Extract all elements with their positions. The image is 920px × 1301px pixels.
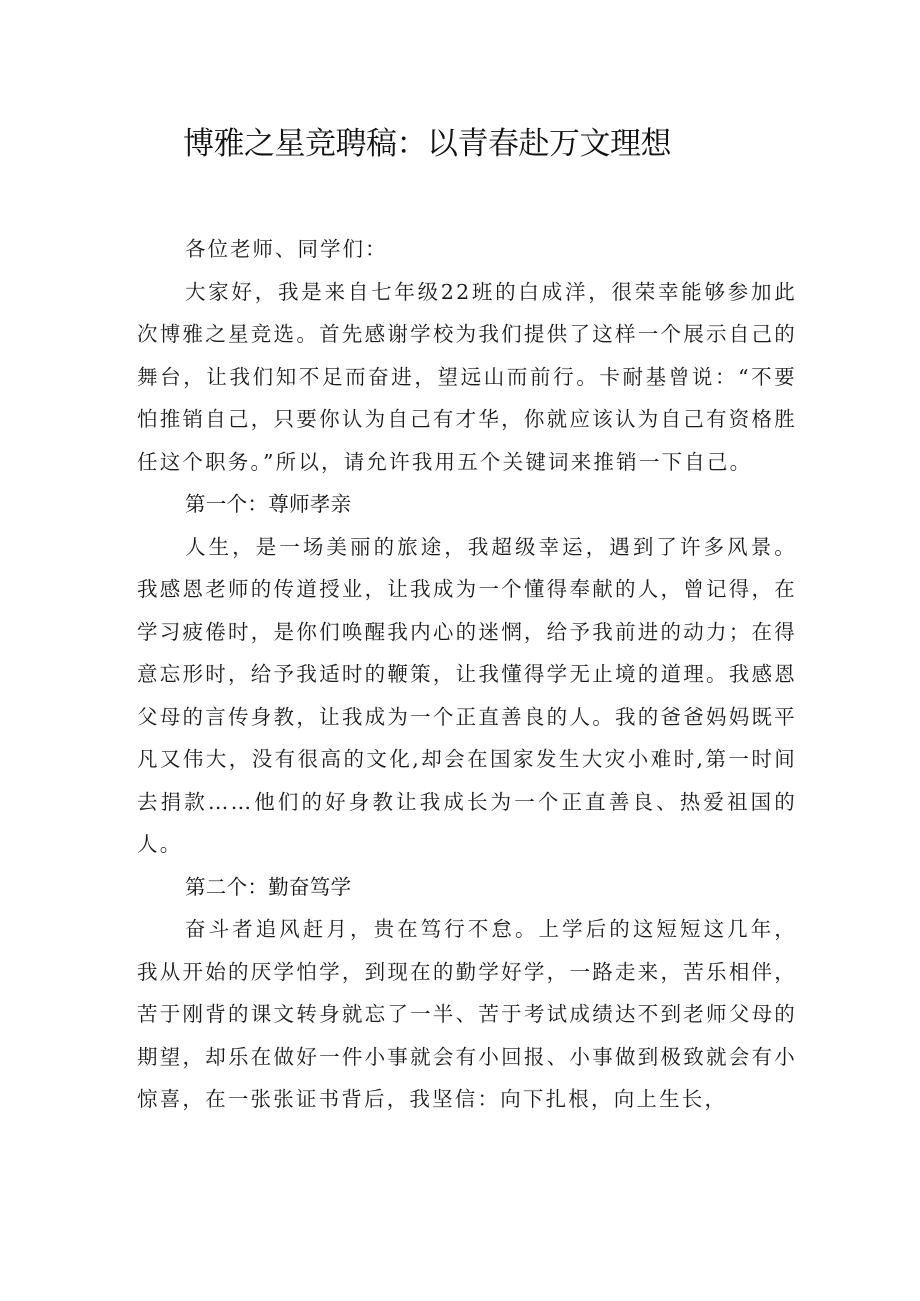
section-heading-1: 第一个：尊师孝亲 [185, 492, 352, 516]
section-2-paragraph: 奋斗者追风赶月，贵在笃行不怠。上学后的这短短这几年，我从开始的厌学怕学，到现在的勤学好学，一路走来，苦乐相伴，苦于刚背的课文转身就忘了一半、苦于考试成绩达不到老师父母的期望，却乐在做好一件小事就会有小回报、小事做到极致就会有小惊喜，在一张张证书背后，我坚信：向下扎根，向上生长， [137, 917, 797, 1111]
intro-paragraph: 大家好，我是来自七年级22班的白成洋，很荣幸能够参加此次博雅之星竞选。首先感谢学校为我们提供了这样一个展示自己的舞台，让我们知不足而奋进，望远山而前行。卡耐基曾说：“不要怕推销自己，只要你认为自己有才华，你就应该认为自己有资格胜任这个职务。”所以，请允许我用五个关键词来推销一下自己。 [137, 279, 797, 474]
document-body [137, 228, 797, 1121]
greeting: 各位老师、同学们： [185, 237, 388, 261]
document-title: 博雅之星竞聘稿：以青春赴万文理想 [183, 126, 671, 162]
section-heading-2: 第二个：勤奋笃学 [185, 874, 352, 899]
section-1-paragraph: 人生，是一场美丽的旅途，我超级幸运，遇到了许多风景。我感恩老师的传道授业，让我成为一个懂得奉献的人，曾记得，在学习疲倦时，是你们唤醒我内心的迷惘，给予我前进的动力；在得意忘形时，给予我适时的鞭策，让我懂得学无止境的道理。我感恩父母的言传身教，让我成为一个正直善良的人。我的爸爸妈妈既平凡又伟大，没有很高的文化,却会在国家发生大灾小难时,第一时间去捐款……他们的好身教让我成长为一个正直善良、热爱祖国的人。 [137, 534, 797, 856]
